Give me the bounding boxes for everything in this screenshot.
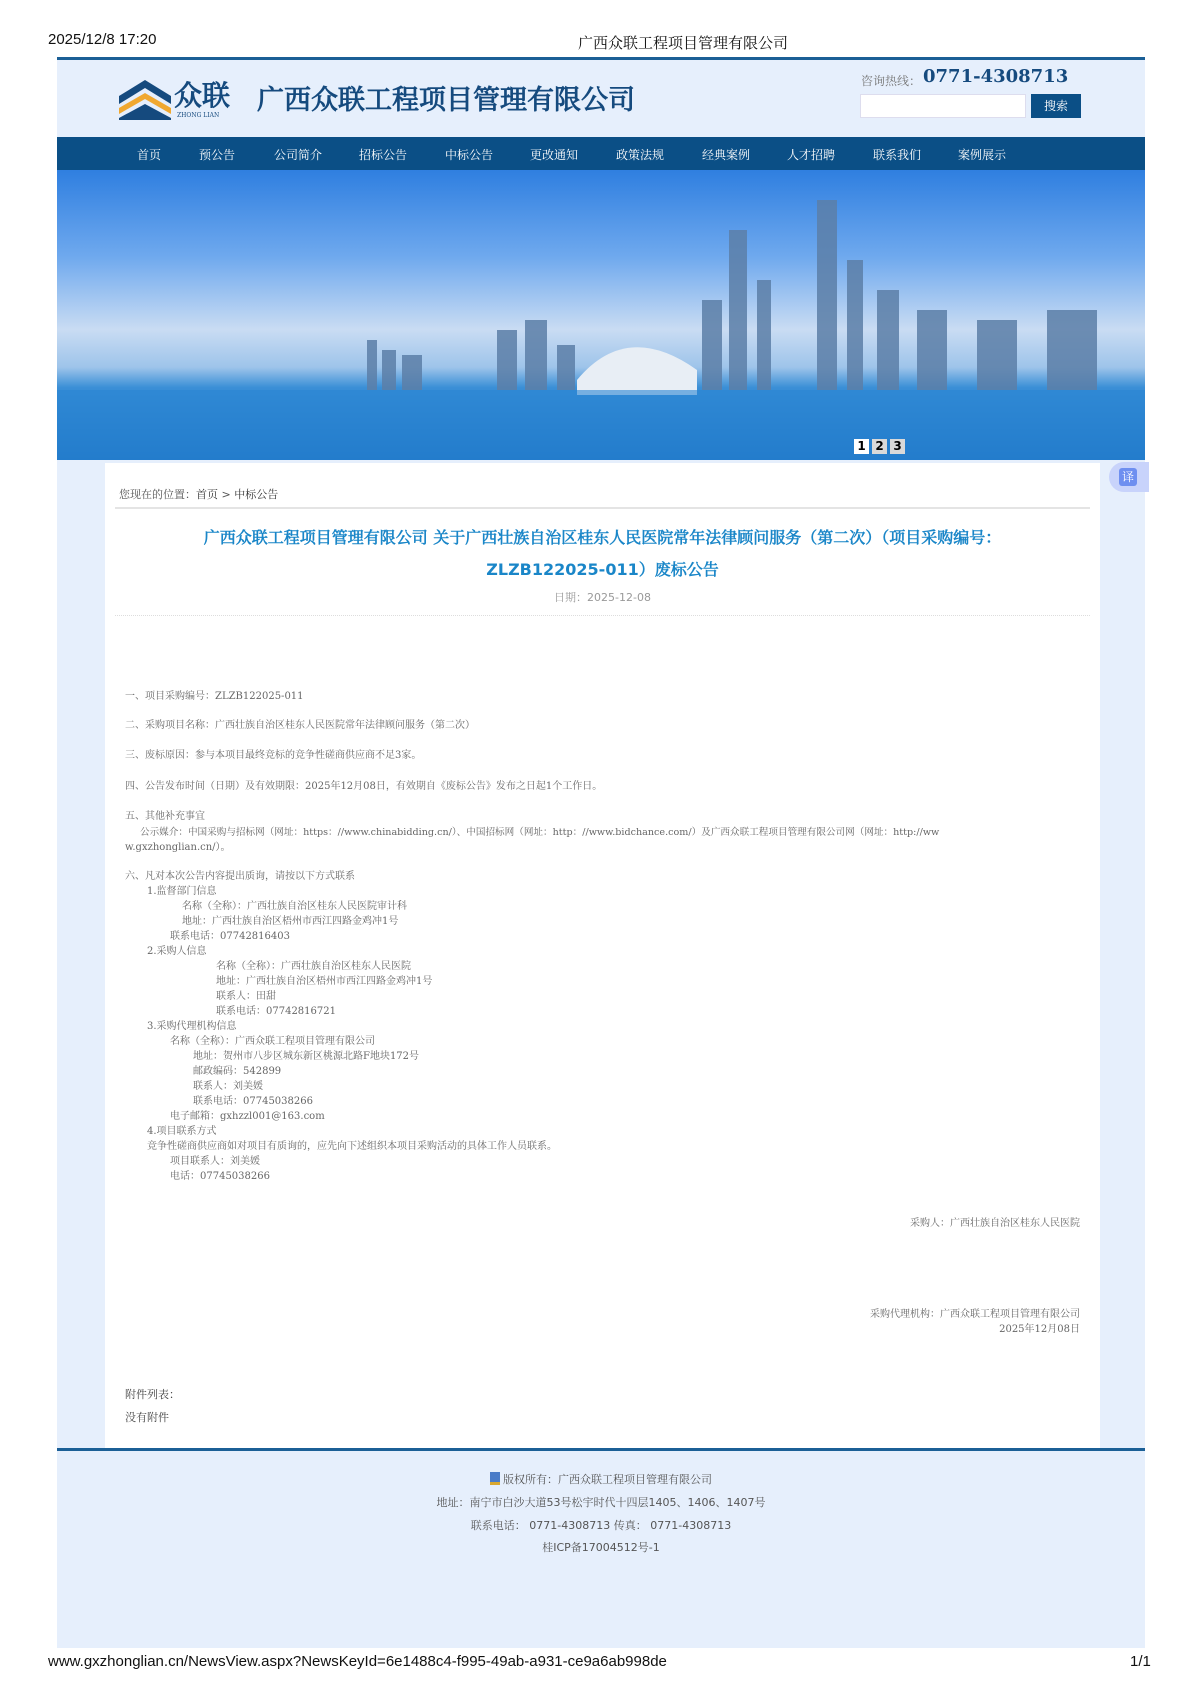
- slide-dot-2[interactable]: 2: [872, 439, 887, 454]
- main-nav: [57, 137, 1145, 170]
- nav-jobs[interactable]: 人才招聘: [787, 148, 836, 162]
- site-container: [57, 57, 1145, 1645]
- attachments-empty: 没有附件: [125, 1411, 169, 1424]
- purchaser-address: 地址：广西壮族自治区梧州市西江四路金鸡冲1号: [216, 976, 433, 987]
- agency-email: 电子邮箱：gxhzzl001@163.com: [170, 1111, 325, 1122]
- project-contact-phone: 电话：07745038266: [170, 1171, 270, 1182]
- supervisor-heading: 1.监督部门信息: [147, 886, 217, 897]
- banner-slider: [57, 170, 1145, 460]
- print-datetime: 2025/12/8 17:20: [48, 31, 157, 48]
- agency-postcode: 邮政编码：542899: [193, 1066, 282, 1077]
- footer-contact: 联系电话： 0771-4308713 传真： 0771-4308713: [470, 1519, 732, 1532]
- search-input[interactable]: [860, 94, 1026, 118]
- article-date: 日期：2025-12-08: [554, 591, 651, 604]
- city-skyline-image: [57, 170, 1145, 460]
- nav-about[interactable]: 公司简介: [274, 148, 323, 162]
- nav-change[interactable]: 更改通知: [530, 148, 579, 162]
- copyright-icon: [490, 1472, 500, 1485]
- breadcrumb: [119, 486, 278, 502]
- translate-button[interactable]: [1109, 462, 1149, 492]
- project-contact-note: 竞争性磋商供应商如对项目有质询的，应先向下述组织本项目采购活动的具体工作人员联系。: [147, 1141, 557, 1152]
- dotted-divider: [115, 615, 1090, 616]
- nav-award[interactable]: 中标公告: [445, 148, 494, 162]
- signature-purchaser: 采购人：广西壮族自治区桂东人民医院: [910, 1218, 1080, 1229]
- agency-contact: 联系人：刘美媛: [193, 1081, 263, 1092]
- agency-heading: 3.采购代理机构信息: [147, 1021, 237, 1032]
- footer-icp[interactable]: 桂ICP备17004512号-1: [542, 1541, 660, 1554]
- item-6: 六、凡对本次公告内容提出质询，请按以下方式联系: [125, 871, 355, 882]
- site-header: [57, 60, 1145, 137]
- logo-icon: [119, 80, 171, 120]
- nav-policy[interactable]: 政策法规: [616, 148, 665, 162]
- agency-address: 地址：贺州市八步区城东新区桃源北路F地块172号: [193, 1051, 420, 1062]
- nav-cases[interactable]: 经典案例: [702, 148, 751, 162]
- nav-home[interactable]: 首页: [137, 148, 162, 162]
- agency-name: 名称（全称）：广西众联工程项目管理有限公司: [170, 1036, 375, 1047]
- item-5-media-cont: w.gxzhonglian.cn/）。: [125, 842, 231, 853]
- attachments-label: 附件列表：: [125, 1388, 180, 1401]
- signature-date: 2025年12月08日: [999, 1324, 1080, 1335]
- company-name: 广西众联工程项目管理有限公司: [257, 85, 635, 116]
- agency-phone: 联系电话：07745038266: [193, 1096, 313, 1107]
- supervisor-name: 名称（全称）：广西壮族自治区桂东人民医院审计科: [182, 901, 407, 912]
- print-page: 1/1: [1130, 1653, 1151, 1670]
- article-title-line1: 广西众联工程项目管理有限公司 关于广西壮族自治区桂东人民医院常年法律顾问服务（第二次）（项目采购编号：: [203, 528, 1002, 547]
- item-3: 三、废标原因：参与本项目最终竞标的竞争性磋商供应商不足3家。: [125, 750, 422, 761]
- breadcrumb-label: 您现在的位置：: [119, 488, 196, 501]
- item-5-media: 公示媒介：中国采购与招标网（网址：https：//www.chinabidding.cn/）、中国招标网（网址：http：//www.bidchance.com/）及广西众联工程项目管理有限公司网（网址：http://ww: [140, 827, 940, 838]
- purchaser-phone: 联系电话：07742816721: [216, 1006, 336, 1017]
- hotline-number: 0771-4308713: [923, 66, 1069, 87]
- logo-en: ZHONG LIAN: [177, 112, 220, 119]
- item-2: 二、采购项目名称：广西壮族自治区桂东人民医院常年法律顾问服务（第二次）: [125, 720, 475, 731]
- project-contact-person: 项目联系人：刘美媛: [170, 1156, 260, 1167]
- site-footer: [57, 1448, 1145, 1648]
- nav-contact[interactable]: 联系我们: [873, 148, 922, 162]
- footer-copyright-text: 版权所有：广西众联工程项目管理有限公司: [503, 1473, 712, 1486]
- print-title: 广西众联工程项目管理有限公司: [578, 35, 789, 52]
- breadcrumb-current[interactable]: 中标公告: [234, 488, 279, 501]
- nav-tender[interactable]: 招标公告: [359, 148, 408, 162]
- purchaser-heading: 2.采购人信息: [147, 946, 207, 957]
- divider: [115, 507, 1090, 509]
- project-contact-heading: 4.项目联系方式: [147, 1126, 217, 1137]
- breadcrumb-home[interactable]: 首页: [196, 488, 218, 501]
- item-4: 四、公告发布时间（日期）及有效期限：2025年12月08日，有效期自《废标公告》发布之日起1个工作日。: [125, 781, 603, 792]
- nav-pre-notice[interactable]: 预公告: [199, 148, 236, 162]
- purchaser-contact: 联系人：田甜: [216, 991, 276, 1002]
- supervisor-phone: 联系电话：07742816403: [170, 931, 290, 942]
- footer-address: 地址：南宁市白沙大道53号松宇时代十四层1405、1406、1407号: [436, 1496, 766, 1509]
- logo-cn: 众联: [174, 79, 231, 112]
- supervisor-address: 地址：广西壮族自治区梧州市西江四路金鸡冲1号: [182, 916, 399, 927]
- item-1: 一、项目采购编号：ZLZB122025-011: [125, 691, 304, 702]
- slide-dot-1[interactable]: 1: [854, 439, 869, 454]
- item-5: 五、其他补充事宜: [125, 811, 205, 822]
- article-title-line2: ZLZB122025-011）废标公告: [486, 560, 719, 579]
- print-url: www.gxzhonglian.cn/NewsView.aspx?NewsKeyId=6e1488c4-f995-49ab-a931-ce9a6ab998de: [48, 1653, 667, 1670]
- signature-agency: 采购代理机构：广西众联工程项目管理有限公司: [870, 1309, 1080, 1320]
- translate-icon: 译: [1119, 468, 1137, 486]
- purchaser-name: 名称（全称）：广西壮族自治区桂东人民医院: [216, 961, 411, 972]
- article-content: [105, 463, 1100, 1448]
- hotline-label: 咨询热线：: [861, 74, 922, 88]
- search-button[interactable]: 搜索: [1031, 94, 1081, 118]
- footer-copyright: [57, 1471, 1145, 1487]
- slide-dot-3[interactable]: 3: [890, 439, 905, 454]
- nav-showcase[interactable]: 案例展示: [958, 148, 1007, 162]
- breadcrumb-separator: >: [221, 488, 231, 501]
